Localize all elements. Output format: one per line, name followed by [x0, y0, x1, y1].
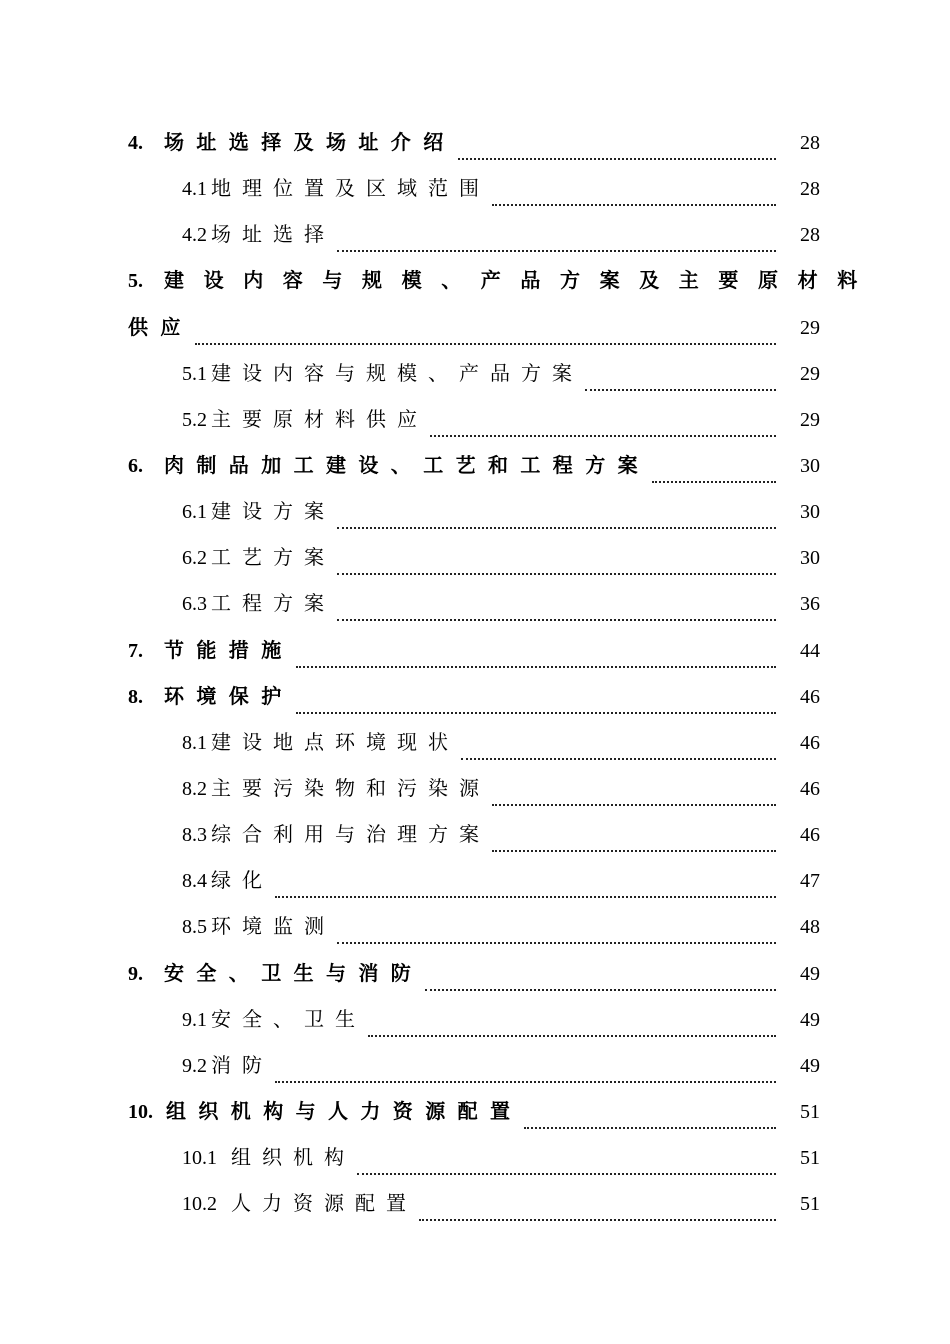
- toc-entry-number: 9.1: [182, 1008, 207, 1031]
- toc-entry-8[interactable]: [128, 674, 820, 720]
- toc-leader-dots: [492, 828, 776, 852]
- toc-leader-dots: [368, 1013, 776, 1037]
- toc-entry-10-2[interactable]: [128, 1181, 820, 1227]
- toc-leader-dots: [337, 920, 776, 944]
- toc-entry-number: 5.: [128, 270, 143, 293]
- toc-entry-number: 8.2: [182, 778, 207, 801]
- toc-entry-title: 主要污染物和污染源: [211, 778, 490, 801]
- toc-entry-number: 8.: [128, 685, 143, 708]
- toc-entry-title: 环境保护: [164, 685, 294, 708]
- toc-entry-number: 10.1: [182, 1147, 217, 1170]
- toc-leader-dots: [425, 967, 776, 991]
- toc-entry-page: 29: [800, 408, 820, 431]
- toc-entry-title: 建设方案: [211, 501, 335, 524]
- toc-entry-page: 51: [800, 1147, 820, 1170]
- toc-entry-page: 51: [800, 1193, 820, 1216]
- toc-entry-number: 6.2: [182, 547, 207, 570]
- toc-entry-number: 10.: [128, 1101, 153, 1124]
- toc-entry-page: 47: [800, 870, 820, 893]
- toc-entry-title: 建设内容与规模、产品方案: [211, 362, 583, 385]
- toc-entry-number: 7.: [128, 639, 143, 662]
- toc-entry-title: 工程方案: [211, 593, 335, 616]
- toc-entry-9[interactable]: [128, 951, 820, 997]
- toc-leader-dots: [296, 644, 776, 668]
- toc-entry-page: 49: [800, 1008, 820, 1031]
- toc-leader-dots: [419, 1197, 776, 1221]
- toc-entry-8-1[interactable]: [128, 720, 820, 766]
- toc-leader-dots: [337, 597, 776, 621]
- toc-entry-number: 8.1: [182, 731, 207, 754]
- toc-entry-title: 供应: [128, 316, 193, 339]
- toc-entry-page: 48: [800, 916, 820, 939]
- toc-entry-page: 30: [800, 455, 820, 478]
- toc-entry-page: 51: [800, 1101, 820, 1124]
- toc-entry-title: 肉制品加工建设、工艺和工程方案: [164, 455, 650, 478]
- toc-entry-page: 28: [800, 224, 820, 247]
- toc-entry-number: 6.3: [182, 593, 207, 616]
- toc-leader-dots: [357, 1151, 776, 1175]
- toc-entry-page: 28: [800, 132, 820, 155]
- toc-entry-8-3[interactable]: [128, 812, 820, 858]
- toc-entry-6-1[interactable]: [128, 489, 820, 535]
- toc-entry-7[interactable]: [128, 628, 820, 674]
- toc-leader-dots: [492, 182, 776, 206]
- toc-entry-6-3[interactable]: [128, 581, 820, 627]
- toc-entry-title: 场址选择: [211, 224, 335, 247]
- toc-entry-page: 36: [800, 593, 820, 616]
- toc-leader-dots: [275, 1059, 776, 1083]
- toc-entry-title: 地理位置及区域范围: [211, 178, 490, 201]
- toc-entry-title: 节能措施: [164, 639, 294, 662]
- toc-entry-title: 人力资源配置: [231, 1193, 417, 1216]
- toc-entry-number: 6.1: [182, 501, 207, 524]
- toc-entry-number: 6.: [128, 455, 143, 478]
- toc-entry-page: 29: [800, 316, 820, 339]
- toc-entry-title: 综合利用与治理方案: [211, 824, 490, 847]
- toc-entry-page: 46: [800, 731, 820, 754]
- toc-entry-title: 绿化: [211, 870, 273, 893]
- toc-entry-title: 场址选择及场址介绍: [164, 132, 456, 155]
- toc-leader-dots: [430, 413, 776, 437]
- toc-leader-dots: [337, 551, 776, 575]
- toc-entry-number: 4.: [128, 132, 143, 155]
- toc-leader-dots: [337, 505, 776, 529]
- toc-leader-dots: [585, 367, 776, 391]
- toc-entry-number: 9.2: [182, 1054, 207, 1077]
- toc-entry-page: 44: [800, 639, 820, 662]
- toc-entry-page: 30: [800, 547, 820, 570]
- toc-entry-number: 5.1: [182, 362, 207, 385]
- toc-entry-page: 46: [800, 824, 820, 847]
- toc-entry-5[interactable]: [128, 258, 877, 304]
- toc-leader-dots: [275, 874, 776, 898]
- toc-leader-dots: [652, 459, 776, 483]
- toc-entry-page: 49: [800, 1054, 820, 1077]
- table-of-contents: [128, 120, 877, 1227]
- toc-leader-dots: [458, 136, 776, 160]
- toc-entry-page: 49: [800, 962, 820, 985]
- toc-entry-title: 工艺方案: [211, 547, 335, 570]
- toc-leader-dots: [296, 690, 776, 714]
- toc-entry-title: 组织机构: [231, 1147, 355, 1170]
- toc-entry-4-1[interactable]: [128, 166, 820, 212]
- toc-entry-title: 主要原材料供应: [211, 408, 428, 431]
- toc-entry-number: 8.5: [182, 916, 207, 939]
- toc-entry-6[interactable]: [128, 443, 820, 489]
- toc-entry-page: 46: [800, 685, 820, 708]
- toc-entry-number: 4.1: [182, 178, 207, 201]
- toc-entry-title: 建设内容与规模、产品方案及主要原材料: [164, 270, 877, 293]
- toc-leader-dots: [337, 228, 776, 252]
- toc-leader-dots: [461, 736, 776, 760]
- toc-entry-9-1[interactable]: [128, 997, 820, 1043]
- toc-leader-dots: [524, 1105, 776, 1129]
- toc-entry-5-2[interactable]: [128, 397, 820, 443]
- toc-entry-4-2[interactable]: [128, 212, 820, 258]
- toc-entry-10-1[interactable]: [128, 1135, 820, 1181]
- toc-entry-number: 8.3: [182, 824, 207, 847]
- toc-entry-page: 30: [800, 501, 820, 524]
- toc-entry-title: 消防: [211, 1054, 273, 1077]
- toc-entry-number: 5.2: [182, 408, 207, 431]
- toc-entry-8-4[interactable]: [128, 858, 820, 904]
- toc-entry-5-1[interactable]: [128, 351, 820, 397]
- toc-leader-dots: [195, 321, 776, 345]
- toc-entry-page: 28: [800, 178, 820, 201]
- toc-entry-number: 8.4: [182, 870, 207, 893]
- toc-entry-title: 环境监测: [211, 916, 335, 939]
- toc-entry-title: 安全、卫生: [211, 1008, 366, 1031]
- toc-entry-9-2[interactable]: [128, 1043, 820, 1089]
- toc-entry-8-2[interactable]: [128, 766, 820, 812]
- toc-entry-10[interactable]: [128, 1089, 820, 1135]
- toc-entry-title: 建设地点环境现状: [211, 731, 459, 754]
- toc-entry-8-5[interactable]: [128, 904, 820, 950]
- toc-entry-page: 29: [800, 362, 820, 385]
- toc-entry-number: 10.2: [182, 1193, 217, 1216]
- toc-entry-number: 4.2: [182, 224, 207, 247]
- toc-entry-number: 9.: [128, 962, 143, 985]
- toc-entry-title: 组织机构与人力资源配置: [166, 1101, 523, 1124]
- toc-leader-dots: [492, 782, 776, 806]
- toc-entry-6-2[interactable]: [128, 535, 820, 581]
- toc-entry-5-continued[interactable]: [128, 305, 820, 351]
- toc-entry-title: 安全、卫生与消防: [164, 962, 424, 985]
- toc-entry-4[interactable]: [128, 120, 820, 166]
- toc-entry-page: 46: [800, 778, 820, 801]
